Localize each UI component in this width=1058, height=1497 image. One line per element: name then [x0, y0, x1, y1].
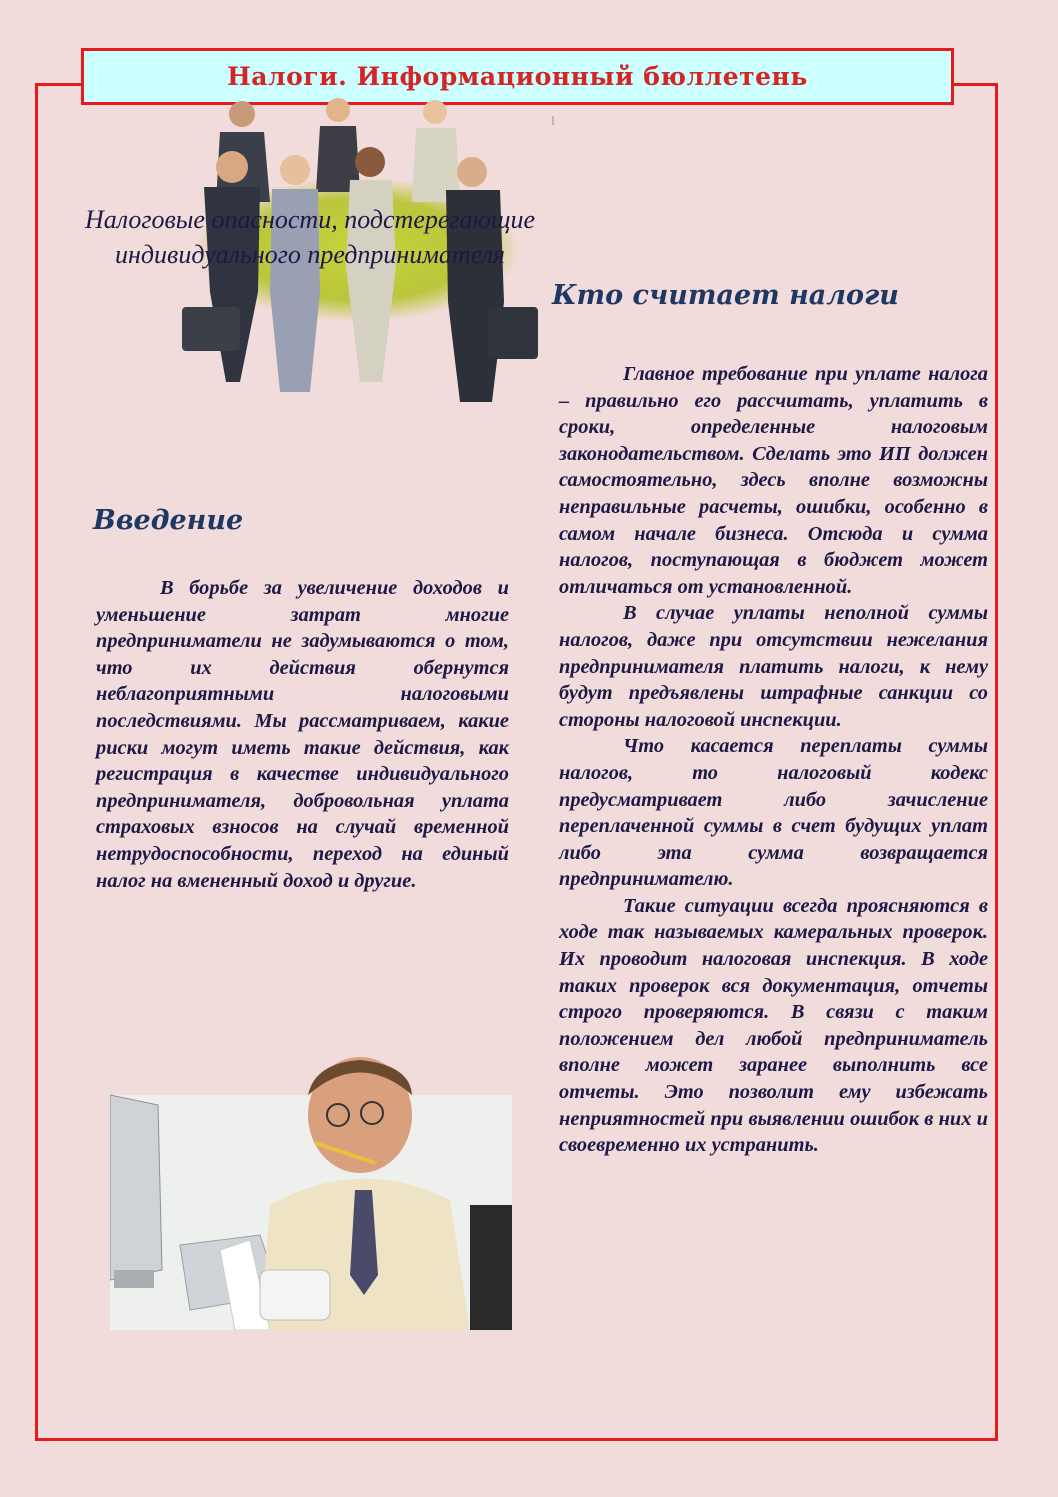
person-back-right — [412, 100, 460, 202]
subtitle-line-1: Налоговые опасности, подстерегающие — [84, 205, 536, 234]
briefcase-left — [182, 307, 240, 351]
briefcase-right — [488, 307, 538, 359]
paragraph: Такие ситуации всегда проясняются в ходе так называемых камеральных проверок. Их проводит налоговая инспекция. В ходе таких проверок вся документация, отчеты строго проверяются. В связи с таким положением дел любой предприниматель вполне может заранее выполнить все отчеты. Это позволит ему избежать неприятностей при выявлении ошибок в них и своевременно их устранить. — [559, 894, 988, 1157]
left-column-text — [96, 575, 509, 894]
person-front-right — [446, 157, 538, 402]
person-back-left — [216, 101, 270, 202]
subtitle — [40, 202, 580, 272]
paragraph: Что касается переплаты суммы налогов, то налоговый кодекс предусматривает либо зачисление переплаченной суммы в счет будущих уплат либо эта сумма возвращается предпринимателю. — [559, 735, 988, 891]
paragraph: Главное требование при уплате налога – правильно его рассчитать, уплатить в сроки, определенные налоговым законодательством. Сделать это ИП должен самостоятельно, здесь вполне возможны неправильные расчеты, ошибки, особенно в самом начале бизнеса. Отсюда и сумма налогов, поступающая в бюджет может отличаться от установленной. — [559, 363, 988, 598]
right-column-text — [559, 361, 988, 1159]
person-back-center — [316, 98, 360, 192]
subtitle-line-2: индивидуального предпринимателя — [114, 240, 506, 269]
paragraph: В случае уплаты неполной суммы налогов, даже при отсутствии нежелания предпринимателя платить налоги, к нему будут предъявлены штрафные санкции со стороны налоговой инспекции. — [559, 602, 988, 731]
chair — [470, 1205, 512, 1330]
monitor — [110, 1095, 162, 1288]
heading-who-counts-taxes: Кто считает налоги — [552, 280, 899, 311]
person-front-mid-left — [270, 155, 320, 392]
paragraph: В борьбе за увеличение доходов и уменьшение затрат многие предприниматели не задумываются о том, что их действия обернутся неблагоприятными налоговыми последствиями. Мы рассматриваем, какие риски могут иметь такие действия, как регистрация в качестве индивидуального предпринимателя, добровольная уплата страховых взносов на случай временной нетрудоспособности, переход на единый налог на вмененный доход и другие. — [96, 577, 509, 892]
accountant-image — [110, 1055, 512, 1330]
bulletin-title: Налоги. Информационный бюллетень — [227, 62, 808, 91]
decorative-mark — [552, 116, 554, 125]
heading-introduction: Введение — [93, 505, 244, 536]
